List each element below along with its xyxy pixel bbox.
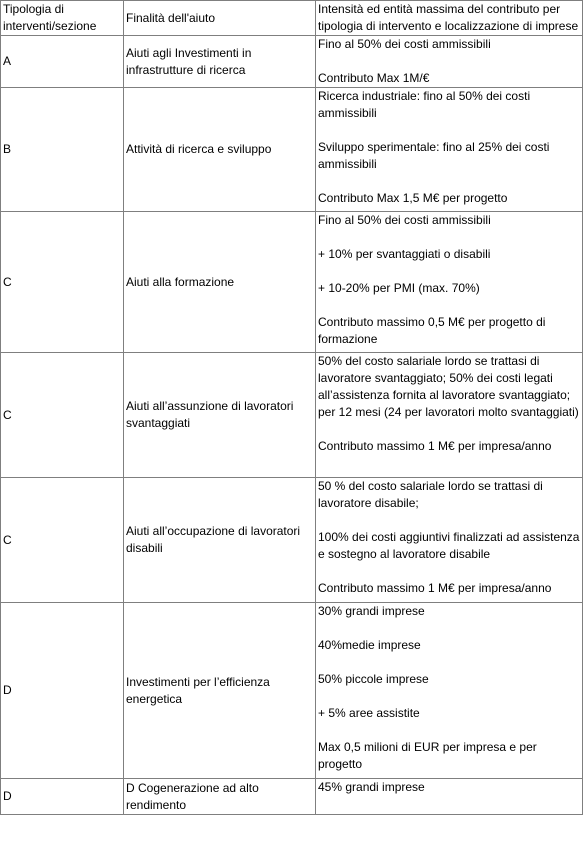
- detail-line: Fino al 50% dei costi ammissibili: [318, 213, 491, 227]
- detail-line: Sviluppo sperimentale: fino al 25% dei costi ammissibili: [318, 140, 550, 171]
- table-row: [1, 603, 583, 779]
- header-section: Tipologia di interventi/sezione: [1, 1, 124, 36]
- table-row: [1, 88, 583, 212]
- cell-section: D: [1, 779, 124, 815]
- table-row: [1, 36, 583, 88]
- table-row: [1, 779, 583, 815]
- cell-details: [316, 478, 583, 603]
- cell-section: A: [1, 36, 124, 88]
- detail-line: 45% grandi imprese: [318, 780, 425, 794]
- header-purpose: Finalità dell'aiuto: [124, 1, 316, 36]
- detail-line: Ricerca industriale: fino al 50% dei costi ammissibili: [318, 89, 531, 120]
- detail-line: 50% piccole imprese: [318, 672, 429, 686]
- table-row: [1, 212, 583, 353]
- detail-line: + 10-20% per PMI (max. 70%): [318, 281, 480, 295]
- cell-details: [316, 88, 583, 212]
- detail-line: 50 % del costo salariale lordo se trattasi di lavoratore disabile;: [318, 479, 543, 510]
- cell-section: C: [1, 478, 124, 603]
- detail-line: 40%medie imprese: [318, 638, 421, 652]
- detail-line: + 10% per svantaggiati o disabili: [318, 247, 491, 261]
- detail-line: 50% del costo salariale lordo se trattasi di lavoratore svantaggiato; 50% dei costi legati all’assistenza fornita al lavoratore svantaggiato; per 12 mesi (24 per lavoratori molto svantaggiati): [318, 354, 579, 419]
- cell-details: [316, 36, 583, 88]
- detail-line: 30% grandi imprese: [318, 604, 425, 618]
- table-row: [1, 478, 583, 603]
- detail-line: Contributo Max 1,5 M€ per progetto: [318, 191, 508, 205]
- cell-details: [316, 353, 583, 478]
- cell-purpose: Aiuti alla formazione: [124, 212, 316, 353]
- detail-line: Fino al 50% dei costi ammissibili: [318, 37, 491, 51]
- cell-details: [316, 212, 583, 353]
- table-header-row: [1, 1, 583, 36]
- cell-purpose: Attività di ricerca e sviluppo: [124, 88, 316, 212]
- cell-purpose: Investimenti per l’efficienza energetica: [124, 603, 316, 779]
- detail-line: Contributo Max 1M/€: [318, 71, 430, 85]
- detail-line: + 5% aree assistite: [318, 706, 420, 720]
- detail-line: Contributo massimo 1 M€ per impresa/anno: [318, 439, 552, 453]
- table-row: [1, 353, 583, 478]
- cell-section: B: [1, 88, 124, 212]
- cell-purpose: Aiuti all’occupazione di lavoratori disabili: [124, 478, 316, 603]
- detail-line: 100% dei costi aggiuntivi finalizzati ad assistenza e sostegno al lavoratore disabile: [318, 530, 580, 561]
- cell-purpose: Aiuti agli Investimenti in infrastrutture di ricerca: [124, 36, 316, 88]
- header-details: Intensità ed entità massima del contributo per tipologia di intervento e localizzazione di imprese: [316, 1, 583, 36]
- cell-section: C: [1, 353, 124, 478]
- cell-section: D: [1, 603, 124, 779]
- detail-line: Max 0,5 milioni di EUR per impresa e per progetto: [318, 740, 537, 771]
- detail-line: Contributo massimo 0,5 M€ per progetto di formazione: [318, 315, 546, 346]
- cell-section: C: [1, 212, 124, 353]
- cell-purpose: Aiuti all’assunzione di lavoratori svantaggiati: [124, 353, 316, 478]
- cell-details: [316, 603, 583, 779]
- cell-details: [316, 779, 583, 815]
- detail-line: Contributo massimo 1 M€ per impresa/anno: [318, 581, 552, 595]
- cell-purpose: D Cogenerazione ad alto rendimento: [124, 779, 316, 815]
